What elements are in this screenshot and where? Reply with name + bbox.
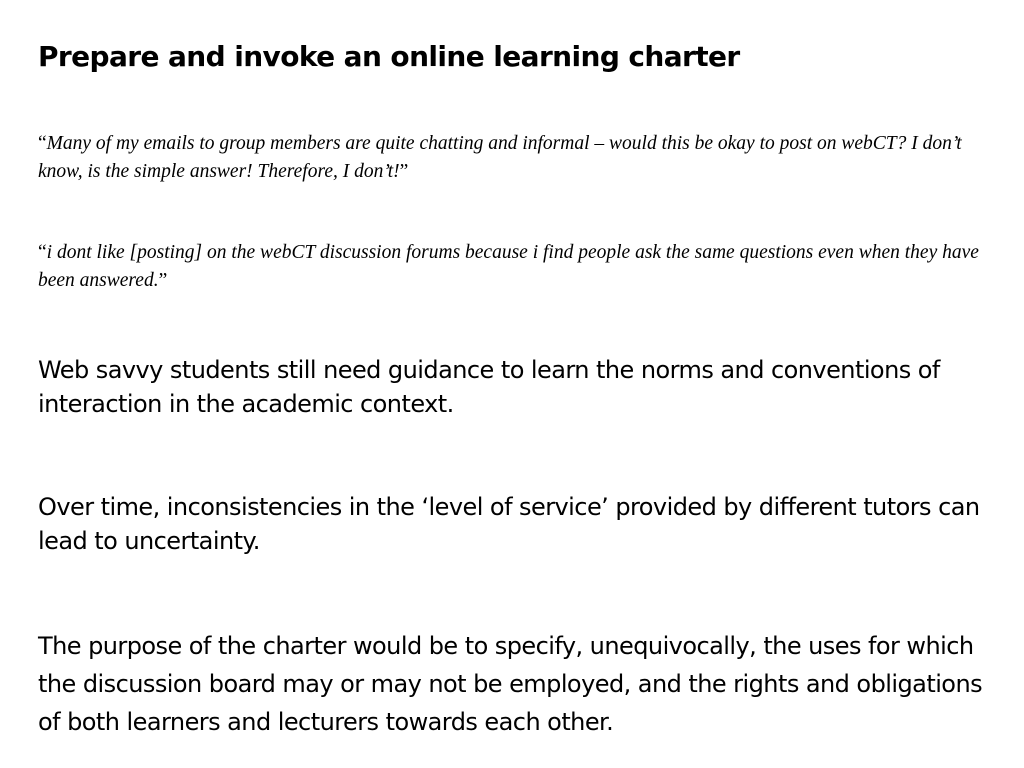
quote-close-mark: ” [399,161,409,182]
body-paragraph-inconsistencies: Over time, inconsistencies in the ‘level of service’ provided by different tutors can lead to uncertainty. [38,493,980,555]
student-quote-2 [38,239,988,295]
quote-close-mark: ” [158,270,168,291]
quote-text: i dont like [posting] on the webCT discussion forums because i find people ask the same questions even when they have been answered. [38,242,979,291]
body-paragraph-guidance: Web savvy students still need guidance to learn the norms and conventions of interaction in the academic context. [38,356,940,418]
slide-title: Prepare and invoke an online learning charter [38,40,740,73]
quote-open-mark: “ [38,242,47,263]
student-quote-1 [38,130,988,186]
quote-open-mark: “ [38,133,47,154]
body-paragraph-charter-purpose: The purpose of the charter would be to specify, unequivocally, the uses for which the discussion board may or may not be employed, and the rights and obligations of both learners and lecturers towards each other. [38,632,983,736]
quote-text: Many of my emails to group members are quite chatting and informal – would this be okay to post on webCT? I don’t know, is the simple answer! Therefore, I don’t! [38,133,962,182]
